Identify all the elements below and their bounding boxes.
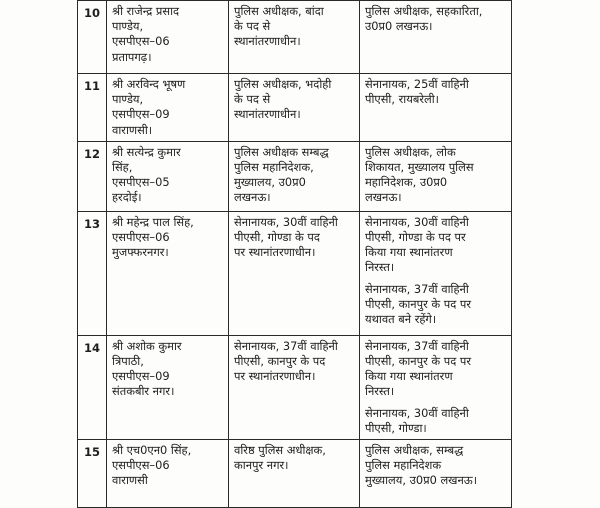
officer-cell <box>107 1 229 74</box>
current-posting-cell <box>229 74 360 142</box>
transfer-table <box>77 0 512 508</box>
text-line: मुजफ्फरनगर। <box>112 245 169 260</box>
text-line: श्री महेन्द्र पाल सिंह, <box>112 214 194 229</box>
text-line: स्थानांतरणाधीन। <box>234 34 301 49</box>
text-line: एसपीएस–06 <box>112 458 170 473</box>
text-line: यथावत बने रहेंगे। <box>365 312 437 327</box>
new-posting-cell <box>360 440 512 508</box>
text-line: निरस्त। <box>365 260 395 275</box>
text-line: पुलिस महानिदेशक <box>365 458 442 473</box>
text-line: सेनानायक, 25वीं वाहिनी <box>365 77 469 91</box>
text-line: सेनानायक, 37वीं वाहिनी <box>234 338 338 353</box>
current-posting-cell <box>229 335 360 439</box>
text-line: लखनऊ। <box>234 190 271 205</box>
officer-cell <box>107 141 229 211</box>
serial-number-cell: 12 <box>78 141 107 211</box>
text-line: पाण्डेय, <box>112 92 144 107</box>
text-line: एसपीएस–09 <box>112 107 170 122</box>
table-row <box>78 74 512 142</box>
table-row <box>78 1 512 74</box>
new-posting-cell <box>360 211 512 335</box>
text-line: मुख्यालय, उ0प्र0 <box>234 175 306 190</box>
text-line: पुलिस महानिदेशक, <box>234 160 314 175</box>
table-row <box>78 211 512 335</box>
text-line: पुलिस अधीक्षक, लोक <box>365 144 456 159</box>
text-line: पीएसी, गोण्डा। <box>365 420 427 435</box>
text-line: पर स्थानांतरणाधीन। <box>234 369 316 384</box>
text-line: के पद से <box>234 19 271 34</box>
text-line: श्री राजेन्द्र प्रसाद <box>112 4 180 18</box>
new-posting-cell <box>360 1 512 74</box>
current-posting-cell <box>229 440 360 508</box>
officer-cell <box>107 211 229 335</box>
text-line: पीएसी, कानपुर के पद पर <box>365 354 472 369</box>
text-line: उ0प्र0 लखनऊ। <box>365 19 433 34</box>
text-line: किया गया स्थानांतरण <box>365 245 453 260</box>
text-line: पुलिस अधीक्षक सम्बद्ध <box>234 144 329 159</box>
text-line: सेनानायक, 30वीं वाहिनी <box>365 214 469 229</box>
text-line: सिंह, <box>112 160 133 175</box>
table-row <box>78 335 512 439</box>
text-line: वाराणसी <box>112 473 148 488</box>
text-line: वरिष्ठ पुलिस अधीक्षक, <box>234 443 326 458</box>
table-row <box>78 440 512 508</box>
text-line: एसपीएस–06 <box>112 230 170 245</box>
text-line: पर स्थानांतरणाधीन। <box>234 245 316 260</box>
serial-number-cell: 15 <box>78 440 107 508</box>
text-line: श्री अशोक कुमार <box>112 338 182 353</box>
text-line: पुलिस अधीक्षक, सहकारिता, <box>365 4 483 18</box>
text-line: पुलिस अधीक्षक, सम्बद्ध <box>365 443 464 458</box>
text-line: प्रतापगढ़। <box>112 49 152 64</box>
text-line: शिकायत, मुख्यालय पुलिस <box>365 160 474 175</box>
text-line: पीएसी, गोण्डा के पद <box>234 230 320 245</box>
serial-number-cell: 13 <box>78 211 107 335</box>
table-row <box>78 141 512 211</box>
serial-number-cell: 11 <box>78 74 107 142</box>
officer-cell <box>107 335 229 439</box>
text-line: श्री अरविन्द भूषण <box>112 77 186 91</box>
officer-cell <box>107 440 229 508</box>
text-line: लखनऊ। <box>365 190 402 205</box>
text-line: सेनानायक, 30वीं वाहिनी <box>365 405 469 420</box>
text-line: एसपीएस–05 <box>112 175 170 190</box>
current-posting-cell <box>229 141 360 211</box>
text-line: एसपीएस–09 <box>112 369 170 384</box>
text-line: सेनानायक, 37वीं वाहिनी <box>365 281 469 296</box>
transfer-table-body <box>78 1 512 508</box>
serial-number-cell: 14 <box>78 335 107 439</box>
text-line: पीएसी, कानपुर के पद <box>234 354 326 369</box>
text-line: किया गया स्थानांतरण <box>365 369 453 384</box>
text-line: सेनानायक, 37वीं वाहिनी <box>365 338 469 353</box>
current-posting-cell <box>229 1 360 74</box>
text-line: संतकबीर नगर। <box>112 384 175 399</box>
text-line: श्री एच0एन0 सिंह, <box>112 443 192 458</box>
serial-number-cell: 10 <box>78 1 107 74</box>
new-posting-cell <box>360 335 512 439</box>
text-line: महानिदेशक, उ0प्र0 <box>365 175 448 190</box>
text-line: हरदोई। <box>112 190 142 205</box>
text-line: त्रिपाठी, <box>112 354 144 369</box>
text-line: मुख्यालय, उ0प्र0 लखनऊ। <box>365 473 478 488</box>
text-line: पीएसी, गोण्डा के पद पर <box>365 230 466 245</box>
officer-cell <box>107 74 229 142</box>
text-line: सेनानायक, 30वीं वाहिनी <box>234 214 338 229</box>
text-line: निरस्त। <box>365 384 395 399</box>
text-line: पीएसी, रायबरेली। <box>365 92 439 107</box>
text-line: कानपुर नगर। <box>234 458 289 473</box>
text-line: पुलिस अधीक्षक, बांदा <box>234 4 324 18</box>
text-line: पीएसी, कानपुर के पद पर <box>365 296 472 311</box>
text-line: पाण्डेय, <box>112 19 144 34</box>
text-line: पुलिस अधीक्षक, भदोही <box>234 77 332 91</box>
text-line: एसपीएस–06 <box>112 34 170 49</box>
new-posting-cell <box>360 141 512 211</box>
new-posting-cell <box>360 74 512 142</box>
text-line: के पद से <box>234 92 271 107</box>
current-posting-cell <box>229 211 360 335</box>
text-line: स्थानांतरणाधीन। <box>234 107 301 122</box>
text-line: श्री सत्येन्द्र कुमार <box>112 144 181 159</box>
text-line: वाराणसी। <box>112 122 153 137</box>
